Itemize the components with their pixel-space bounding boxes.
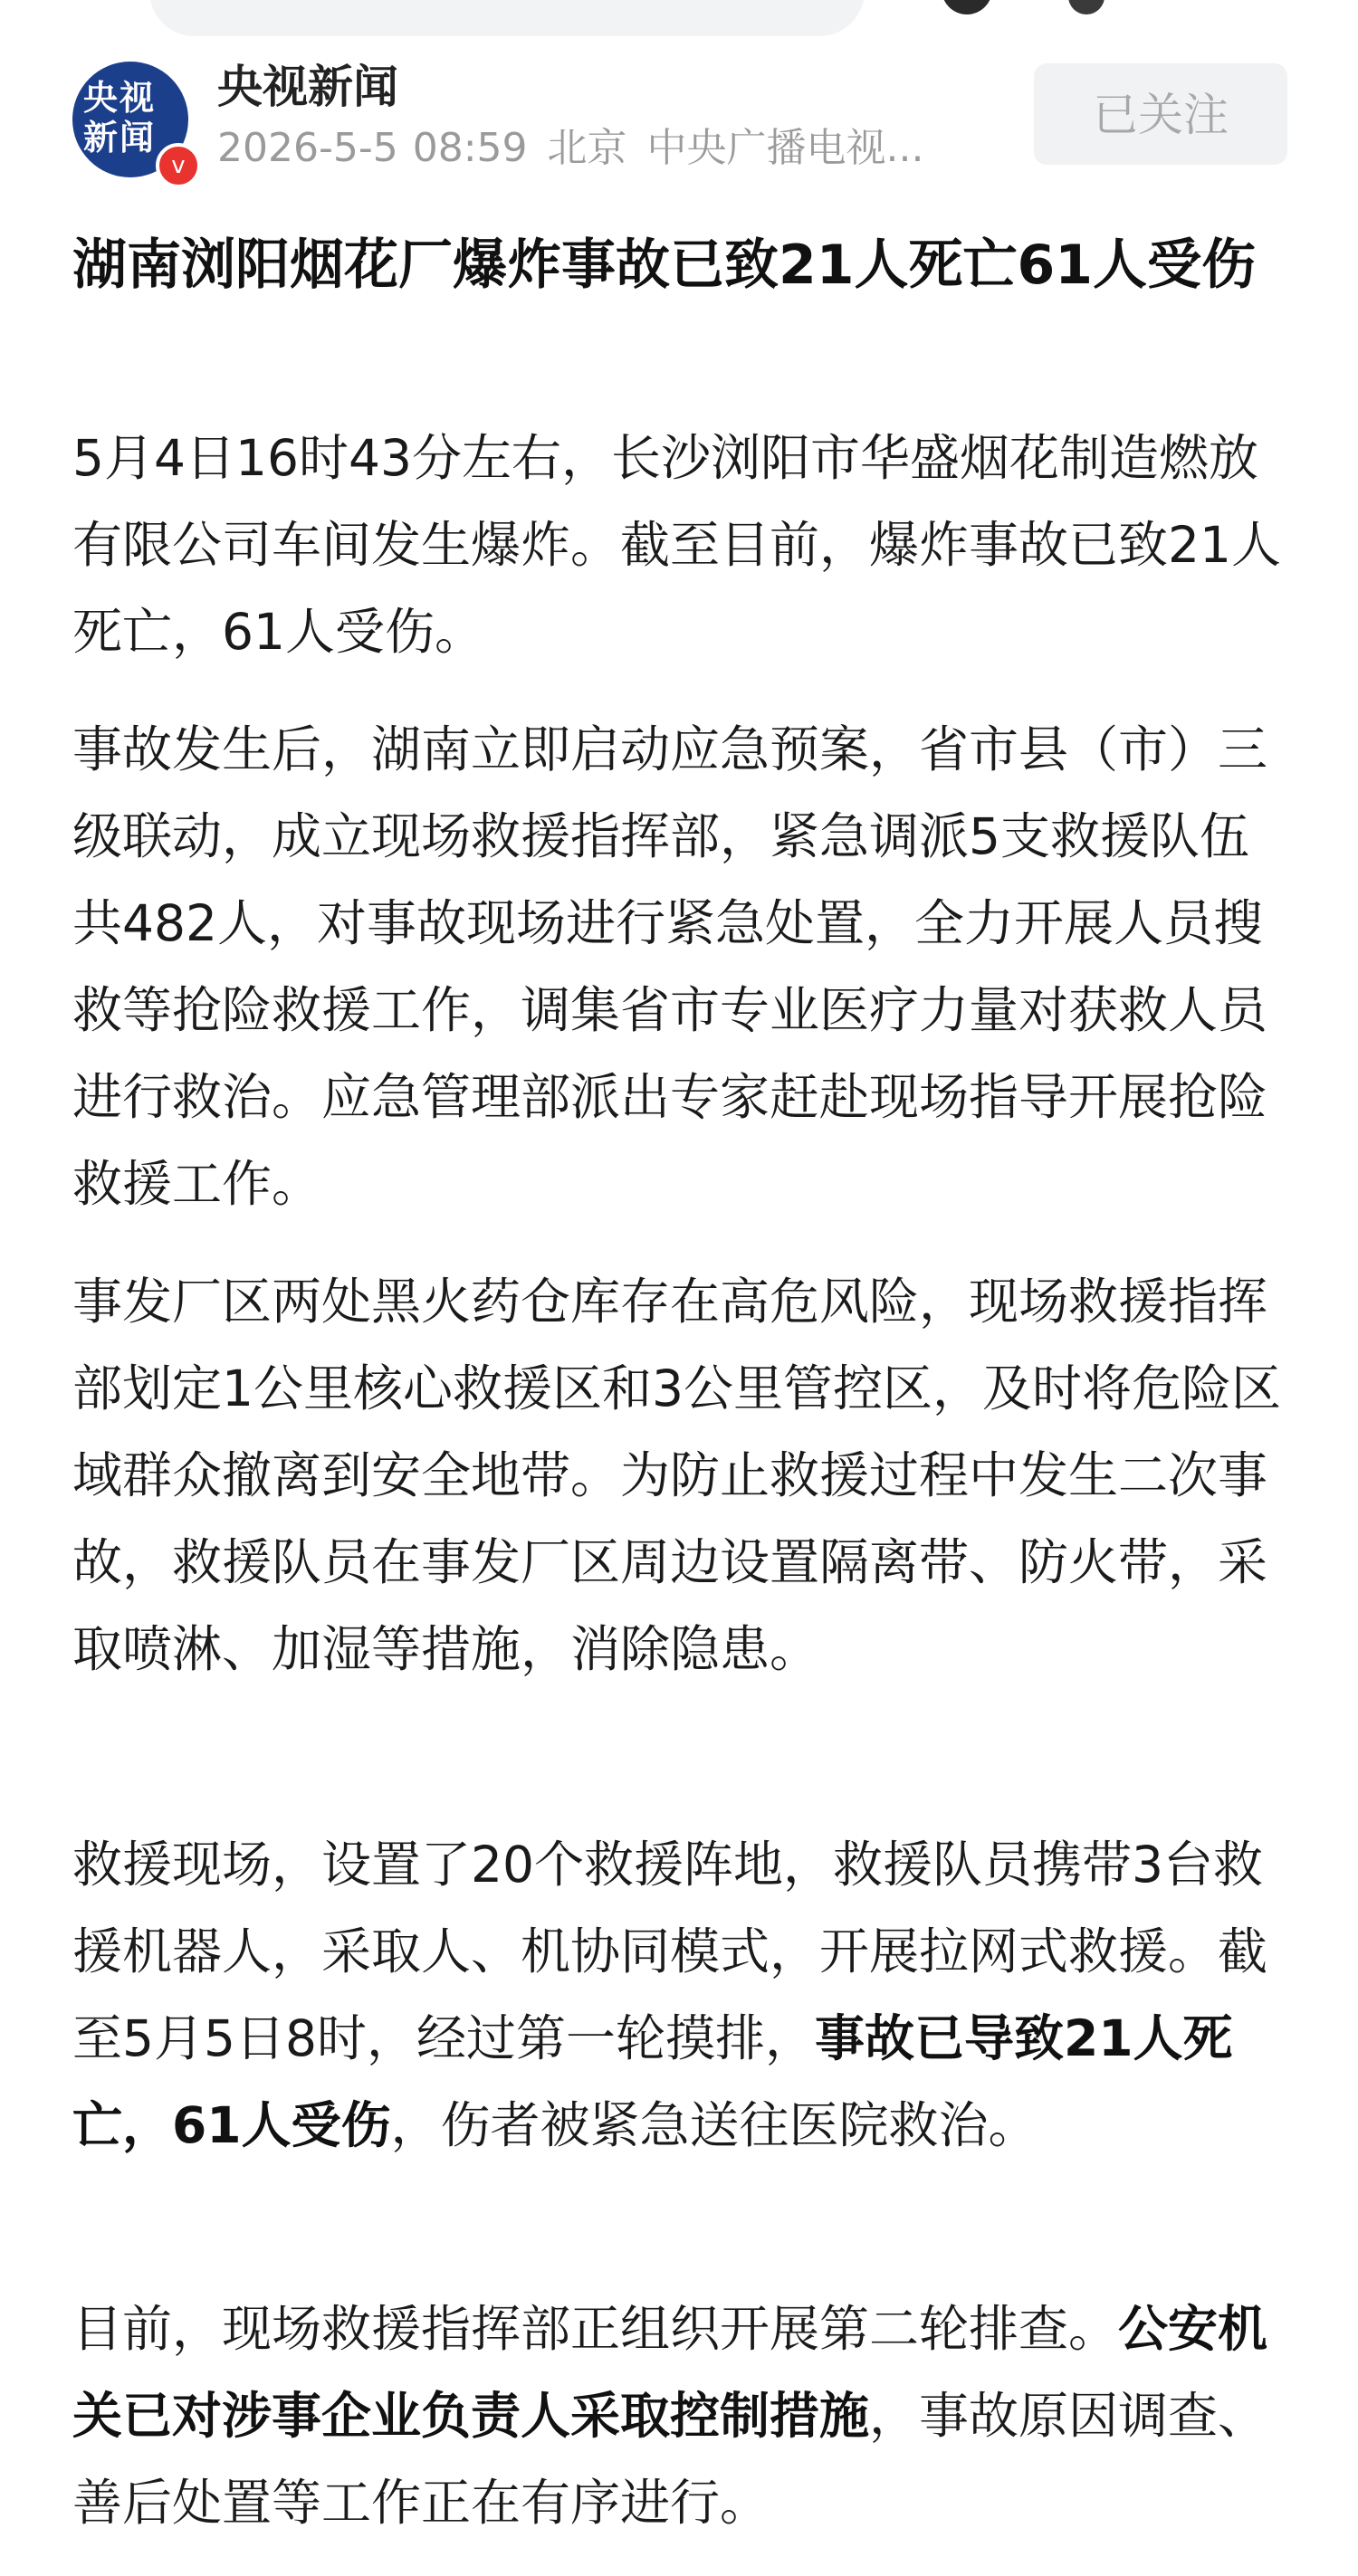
paragraph-4-text-a: 救援现场，设置了20个救援阵地，救援队员携带3台救援机器人，采取人、机协同模式，开展拉网式救援。截至5月5日8时，经过第一轮摸排，: [72, 1836, 1268, 2067]
article-paragraph-3: 事发厂区两处黑火药仓库存在高危风险，现场救援指挥部划定1公里核心救援区和3公里管控区，及时将危险区域群众撤离到安全地带。为防止救援过程中发生二次事故，救援队员在事发厂区周边设置隔离带、防火带，采取喷淋、加湿等措施，消除隐患。: [72, 1273, 1281, 1678]
post-date: 2026-5-5: [217, 125, 398, 171]
paragraph-4-text-b: ，伤者被紧急送往医院救治。: [390, 2096, 1038, 2154]
more-icon[interactable]: [1068, 0, 1105, 14]
post-time: 08:59: [412, 125, 528, 171]
account-name[interactable]: 央视新闻: [217, 61, 398, 113]
post-source: 中央广播电视...: [646, 125, 924, 171]
post-meta: [217, 121, 1086, 176]
article-paragraph-1: 5月4日16时43分左右，长沙浏阳市华盛烟花制造燃放有限公司车间发生爆炸。截至目前，爆炸事故已致21人死亡，61人受伤。: [72, 429, 1281, 661]
paragraph-4-bold: 事故已导致21人死亡，61人受伤: [72, 2009, 1233, 2154]
article-paragraph-5: [72, 2285, 1290, 2546]
verified-badge-icon: v: [156, 143, 201, 188]
search-bar[interactable]: [149, 0, 865, 36]
post-location: 北京: [547, 125, 627, 171]
paragraph-5-text-b: ，事故原因调查、善后处置等工作正在有序进行。: [72, 2387, 1268, 2532]
avatar-logo-text: 央视 新闻: [83, 78, 157, 157]
paragraph-5-text-a: 目前，现场救援指挥部正组织开展第二轮排查。: [72, 2300, 1119, 2358]
follow-button[interactable]: 已关注: [1034, 63, 1287, 165]
article-title: 湖南浏阳烟花厂爆炸事故已致21人死亡61人受伤: [72, 234, 1256, 297]
paragraph-5-bold: 公安机关已对涉事企业负责人采取控制措施: [72, 2300, 1268, 2445]
article-paragraph-4: [72, 1821, 1290, 2169]
article-paragraph-2: 事故发生后，湖南立即启动应急预案，省市县（市）三级联动，成立现场救援指挥部，紧急调派5支救援队伍共482人，对事故现场进行紧急处置，全力开展人员搜救等抢险救援工作，调集省市专业医疗力量对获救人员进行救治。应急管理部派出专家赶赴现场指导开展抢险救援工作。: [72, 720, 1268, 1213]
account-header: [72, 56, 1286, 179]
share-icon[interactable]: [942, 0, 992, 14]
